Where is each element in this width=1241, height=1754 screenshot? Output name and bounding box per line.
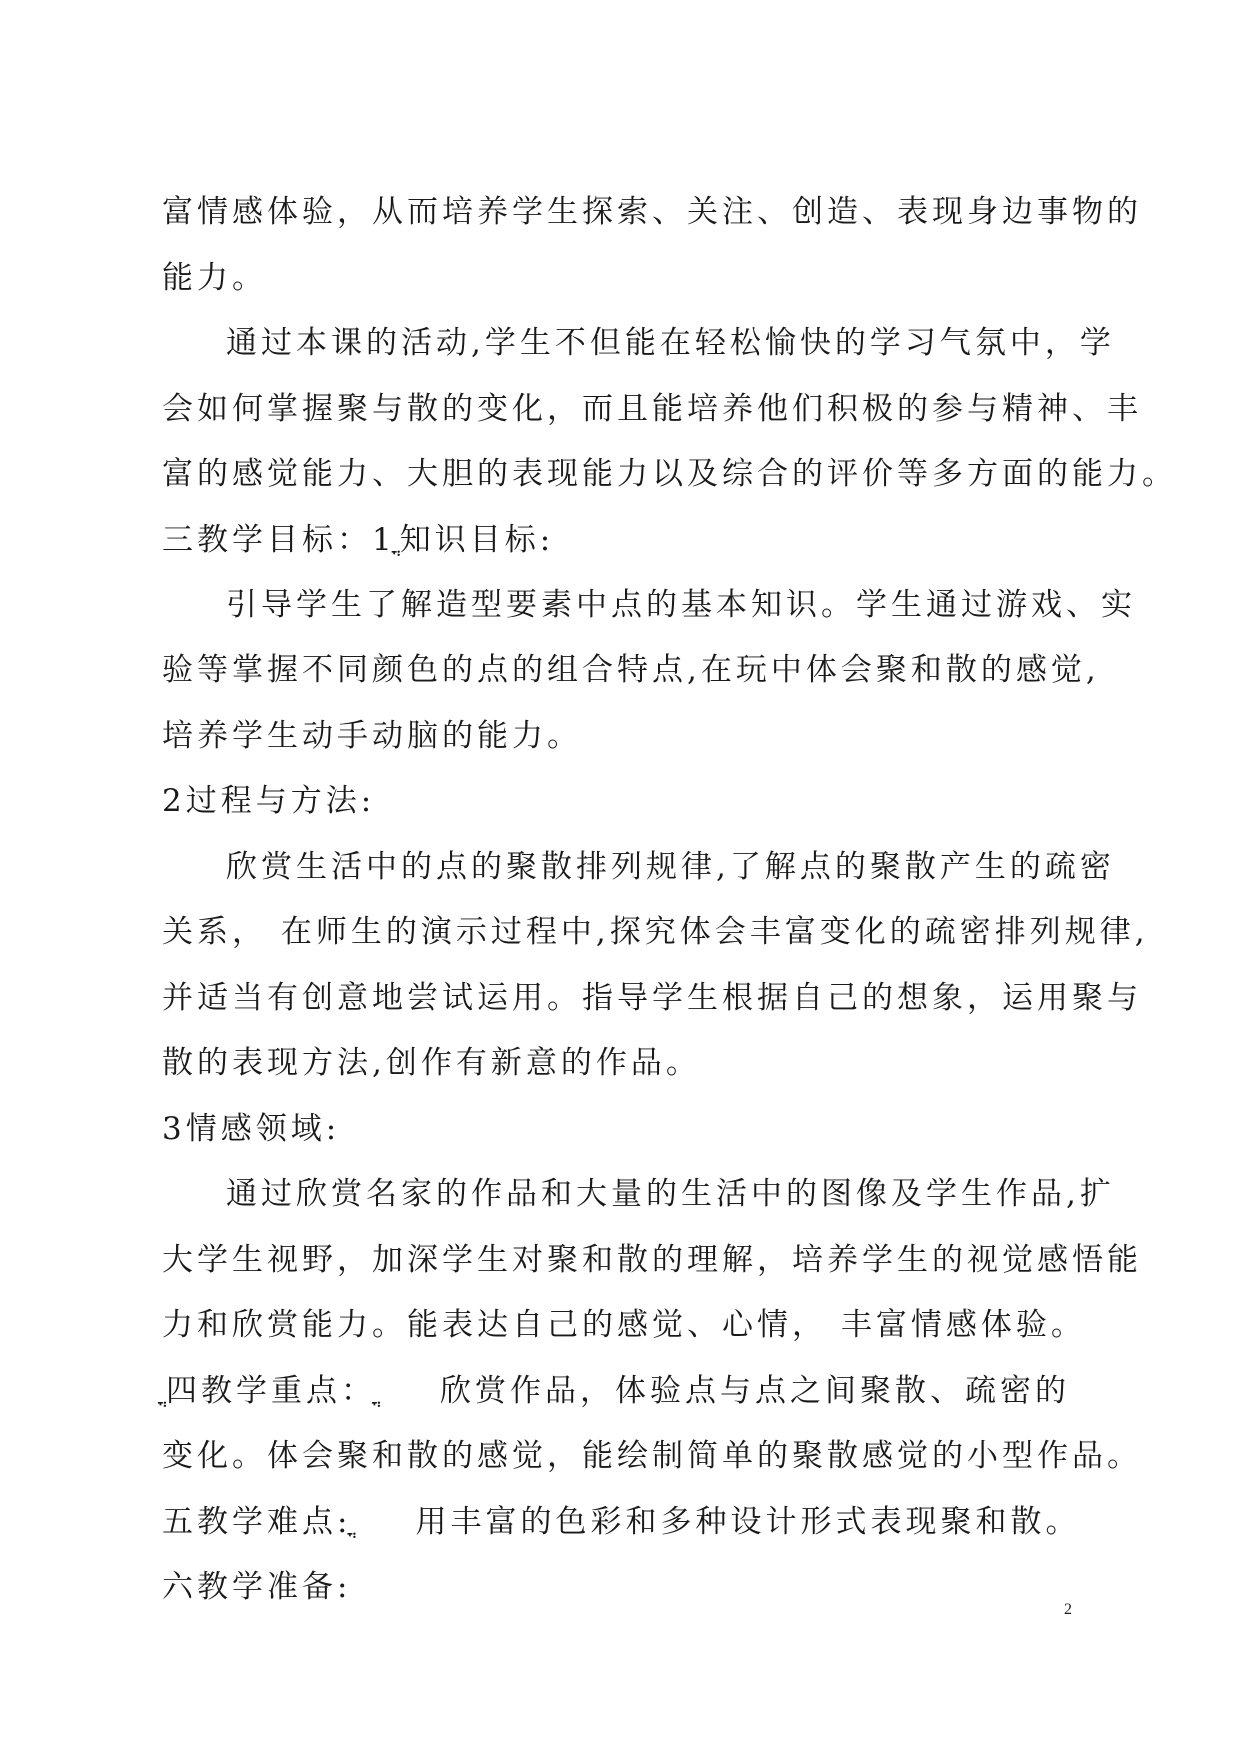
difficulty-label: 五教学难点:ֳ <box>162 1504 356 1540</box>
section-heading: 三教学目标：1ֳ知识目标: <box>162 522 555 558</box>
section-heading: 六教学准备: <box>162 1569 352 1605</box>
text-line: 力和欣赏能力。能表达自己的感觉、心情， 丰富情感体验。 <box>162 1307 1086 1343</box>
key-points-label: ֳ四教学重点：ֳ <box>162 1373 380 1409</box>
text-line: 能力。 <box>162 260 267 296</box>
text-line: 并适当有创意地尝试运用。指导学生根据自己的想象，运用聚与 <box>162 980 1142 1016</box>
text-line: 变化。体会聚和散的感觉，能绘制简单的聚散感觉的小型作品。 <box>162 1438 1142 1474</box>
difficulty-text: 用丰富的色彩和多种设计形式表现聚和散。 <box>415 1504 1081 1540</box>
text-line: 会如何掌握聚与散的变化，而且能培养他们积极的参与精神、丰 <box>162 391 1142 427</box>
text-line: 关系， 在师生的演示过程中,探究体会丰富变化的疏密排列规律, <box>162 914 1149 950</box>
text-line: 通过本课的活动,学生不但能在轻松愉快的学习气氛中，学 <box>226 325 1115 361</box>
text-line: 欣赏生活中的点的聚散排列规律,了解点的聚散产生的疏密 <box>226 849 1115 885</box>
text-line: 培养学生动手动脑的能力。 <box>162 718 582 754</box>
key-points-line <box>162 1371 1070 1411</box>
text-line: 富的感觉能力、大胆的表现能力以及综合的评价等多方面的能力。 <box>162 456 1177 492</box>
difficulty-line <box>162 1502 1080 1542</box>
text-line: 大学生视野，加深学生对聚和散的理解，培养学生的视觉感悟能 <box>162 1242 1142 1278</box>
text-line: 引导学生了解造型要素中点的基本知识。学生通过游戏、实 <box>226 587 1136 623</box>
text-line: 富情感体验，从而培养学生探索、关注、创造、表现身边事物的 <box>162 194 1142 230</box>
page-number: 2 <box>1064 1601 1072 1618</box>
text-line: 验等掌握不同颜色的点的组合特点,在玩中体会聚和散的感觉, <box>162 652 1100 688</box>
key-points-text: 欣赏作品，体验点与点之间聚散、疏密的 <box>440 1373 1070 1409</box>
section-heading: 3情感领域: <box>162 1111 341 1147</box>
text-line: 通过欣赏名家的作品和大量的生活中的图像及学生作品,扩 <box>226 1176 1115 1212</box>
section-heading: 2过程与方法: <box>162 783 376 819</box>
text-line: 散的表现方法,创作有新意的作品。 <box>162 1045 701 1081</box>
